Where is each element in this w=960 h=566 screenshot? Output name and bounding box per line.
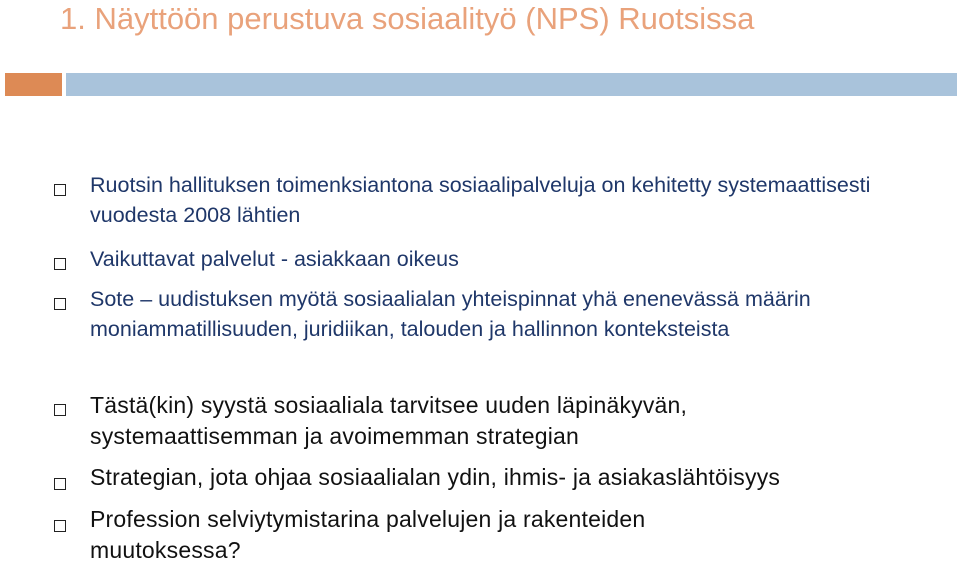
bullet-text: Ruotsin hallituksen toimenksiantona sosiaalipalveluja on kehitetty systemaattisesti vuodesta 2008 lähtien: [90, 173, 871, 227]
hollow-square-bullet-icon: [54, 258, 66, 270]
bullet-text: Profession selviytymistarina palvelujen ja rakenteiden muutoksessa?: [90, 506, 646, 563]
hollow-square-bullet-icon: [54, 404, 66, 416]
hollow-square-bullet-icon: [54, 298, 66, 310]
hollow-square-bullet-icon: [54, 478, 66, 490]
bullet-text: Tästä(kin) syystä sosiaaliala tarvitsee uuden läpinäkyvän, systemaattisemman ja avoimemman strategian: [90, 392, 688, 449]
bullet-text: Sote – uudistuksen myötä sosiaalialan yhteispinnat yhä enenevässä määrin moniammatillisuuden, juridiikan, talouden ja hallinnon konteksteista: [90, 287, 811, 341]
bullet-text: Vaikuttavat palvelut - asiakkaan oikeus: [90, 247, 459, 271]
hollow-square-bullet-icon: [54, 184, 66, 196]
bullet-text: Strategian, jota ohjaa sosiaalialan ydin, ihmis- ja asiakaslähtöisyys: [90, 464, 781, 490]
hollow-square-bullet-icon: [54, 520, 66, 532]
slide-title: 1. Näyttöön perustuva sosiaalityö (NPS) Ruotsissa: [60, 1, 755, 36]
